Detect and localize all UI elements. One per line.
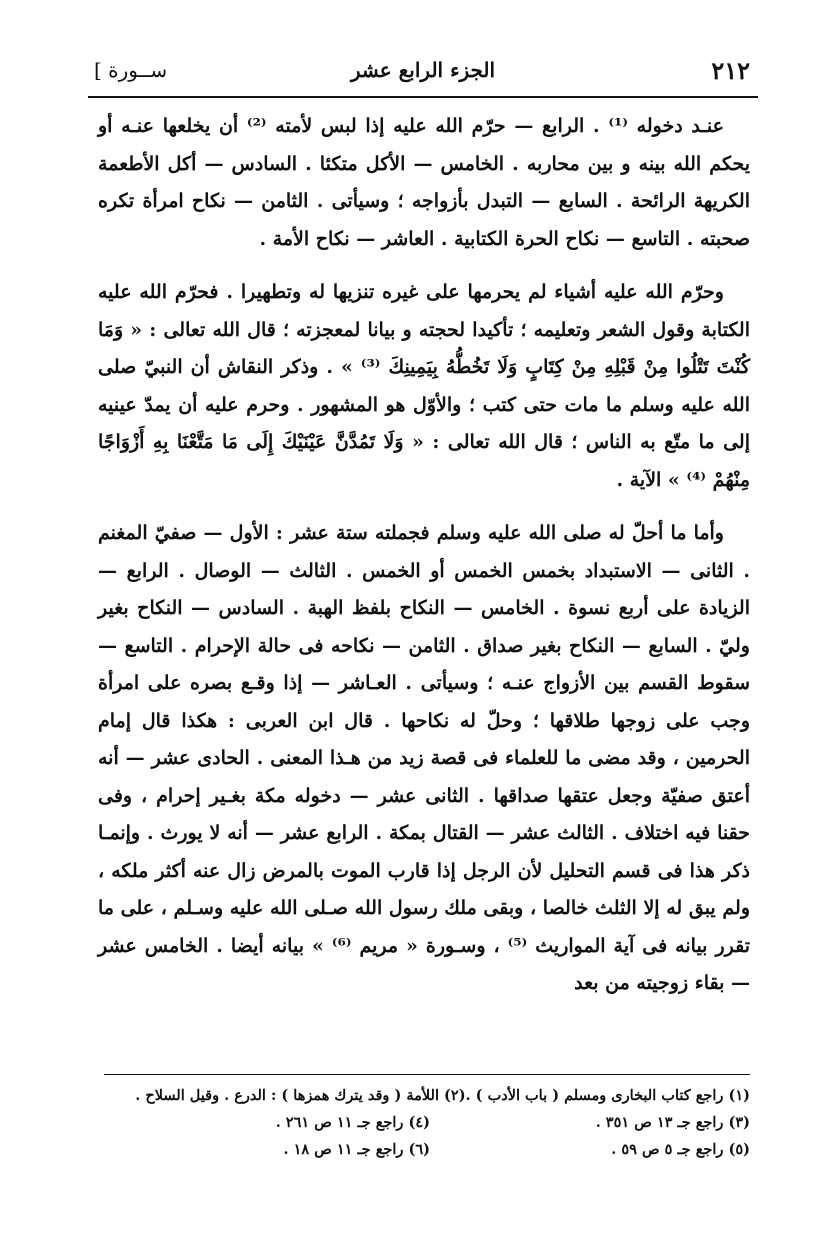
paragraph-3: وأما ما أحلّ له صلى الله عليه وسلم فجملته ستة عشر : الأول — صفيّ المغنم . الثانى — الاستبداد بخمس الخمس أو الخمس . الثالث — الوصال . الرابع — الزيادة على أربع نسوة . الخامس — النكاح بلفظ الهبة . السادس — النكاح بغير وليّ . السابع — النكاح بغير صداق . الثامن — نكاحه فى حالة الإحرام . التاسع — سقوط القسم بين الأزواج عنـه ؛ وسيأتى . العـاشر — إذا وقـع بصره على امرأة وجب على زوجها طلاقها ؛ وحلّ له نكاحها . قال ابن العربى : هكذا قال إمام الحرمين ، وقد مضى ما للعلماء فى قصة زيد من هـذا المعنى . الحادى عشر — أنه أعتق صفيّة وجعل عتقها صداقها . الثانى عشر — دخوله مكة بغـير إحرام ، وفى حقنا فيه اختلاف . الثالث عشر — القتال بمكة . الرابع عشر — أنه لا يورث . وإنمـا ذكر هذا فى قسم التحليل لأن الرجل إذا قارب الموت بالمرض زال عنه أكثر ملكه ، ولم يبق له إلا الثلث خالصا ، وبقى ملك رسول الله صـلى الله عليه وسـلم ، على ما تقرر بيانه فى آية المواريث ⁽⁵⁾ ، وسـورة « مريم ⁽⁶⁾ » بيانه أيضا . الخامس عشر — بقاء زوجيته من بعد [98, 522, 751, 994]
page-number: ٢١٢ [711, 56, 750, 85]
footnote-4: (٤) راجع جـ ١١ ص ٢٦١ . [275, 1114, 430, 1131]
footnotes [110, 1082, 750, 1163]
footnote-3: (٣) راجع جـ ١٣ ص ٣٥١ . [595, 1114, 750, 1131]
paragraph-1: عنـد دخوله ⁽¹⁾ . الرابع — حرّم الله عليه إذا لبس لأمته ⁽²⁾ أن يخلعها عنـه أو يحكم الله بينه و بين محاربه . الخامس — الأكل متكئا . السادس — أكل الأطعمة الكريهة الرائحة . السابع — التبدل بأزواجه ؛ وسيأتى . الثامن — نكاح امرأة تكره صحبته . التاسع — نكاح الحرة الكتابية . العاشر — نكاح الأمة . [98, 115, 750, 250]
footnote-divider [104, 1074, 750, 1075]
main-text [98, 108, 750, 1003]
surah-label: [ ســورة [94, 58, 168, 82]
footnote-2: (٢) اللأمة ( وقد يترك همزها ) : الدرع . وقيل السلاح . [135, 1087, 466, 1104]
footnote-5: (٥) راجع جـ ٥ ص ٥٩ . [611, 1141, 750, 1158]
footnote-row [110, 1136, 750, 1163]
footnote-row [110, 1109, 750, 1136]
footnote-row [110, 1082, 750, 1109]
paragraph-2: وحرّم الله عليه أشياء لم يحرمها على غيره تنزيها له وتطهيرا . فحرّم الله عليه الكتابة وقول الشعر وتعليمه ؛ تأكيدا لحجته و بيانا لمعجزته ؛ قال الله تعالى : « وَمَا كُنْتَ تَتْلُوا مِنْ قَبْلِهِ مِنْ كِتَابٍ وَلَا تَخُطُّهُ بِيَمِينِكَ ⁽³⁾ » . وذكر النقاش أن النبيّ صلى الله عليه وسلم ما مات حتى كتب ؛ والأوّل هو المشهور . وحرم عليه أن يمدّ عينيه إلى ما متّع به الناس ؛ قال الله تعالى : « وَلَا تَمُدَّنَّ عَيْنَيْكَ إِلَى مَا مَتَّعْنَا بِهِ أَزْوَاجًا مِنْهُمْ ⁽⁴⁾ » الآية . [98, 281, 751, 491]
running-title: الجزء الرابع عشر [350, 58, 496, 82]
footnote-6: (٦) راجع جـ ١١ ص ١٨ . [283, 1141, 430, 1158]
page-header [88, 50, 758, 98]
footnote-1: (١) راجع كتاب البخارى ومسلم ( باب الأدب ) . [465, 1087, 750, 1104]
